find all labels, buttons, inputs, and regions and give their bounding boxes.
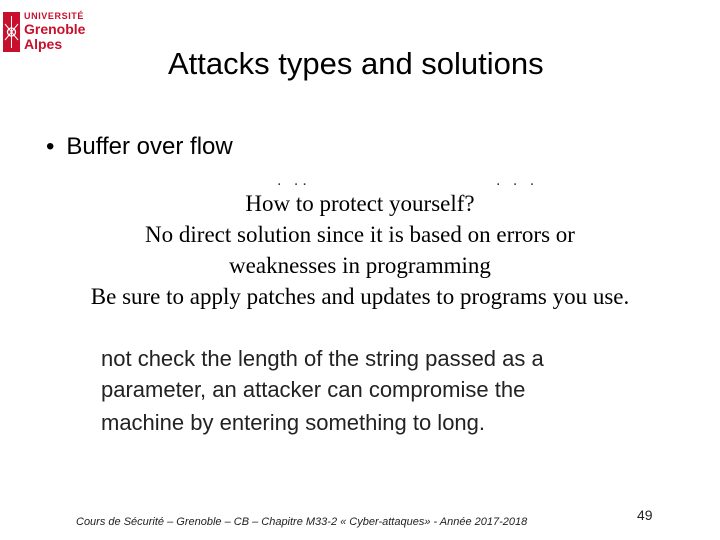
logo-name-line1: Grenoble [24,21,86,37]
body-line: machine by entering something to long. [101,410,486,435]
body-line-clipped [101,349,681,373]
page-number: 49 [637,507,653,523]
partial-text-left: . .. [277,172,311,189]
university-logo [0,0,115,60]
body-line: not check the length of the string passed as a [101,349,544,371]
slide-title: Attacks types and solutions [168,46,544,81]
logo-mark-icon [3,12,20,52]
body-line: parameter, an attacker can compromise the [101,377,526,402]
logo-name [24,22,85,52]
overlay-line: Be sure to apply patches and updates to programs you use. [90,284,630,309]
footer-text: Cours de Sécurité – Grenoble – CB – Chapitre M33-2 « Cyber-attaques» - Année 2017-2018 [76,516,528,528]
overlay-line: No direct solution since it is based on errors or [145,222,575,247]
body-paragraph [101,349,681,439]
bullet-item [46,133,233,161]
partial-text-right: . . . [496,172,539,189]
overlay-line: How to protect yourself? [245,191,475,216]
overlay-textbox [0,188,720,312]
bullet-dot-icon: • [46,133,55,160]
bullet-text: Buffer over flow [66,133,233,160]
logo-university-label: UNIVERSITÉ [24,11,85,21]
logo-name-line2: Alpes [24,36,63,52]
overlay-line: weaknesses in programming [229,253,491,278]
